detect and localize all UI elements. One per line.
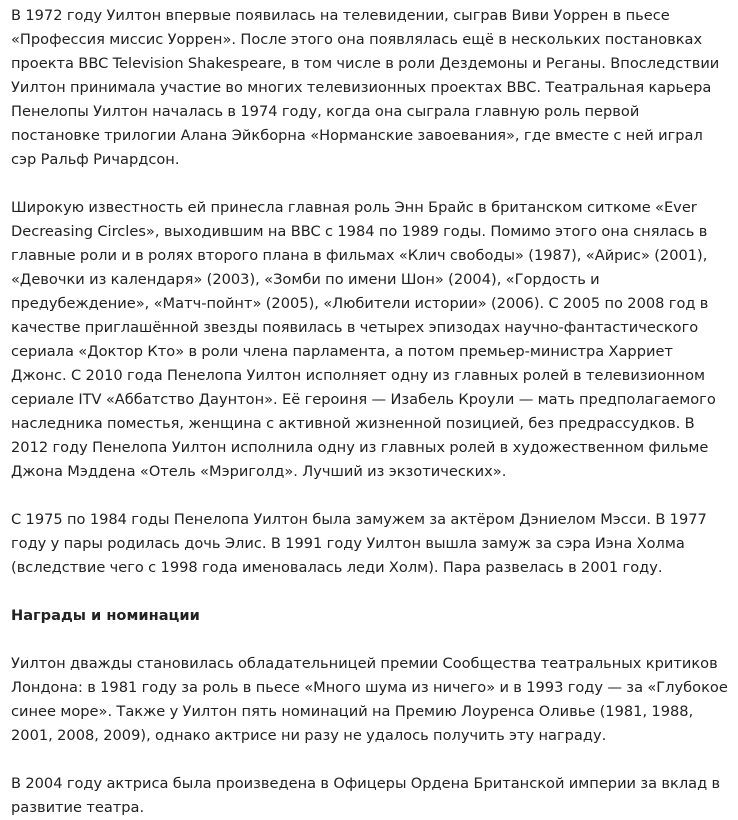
paragraph-television-career: В 1972 году Уилтон впервые появилась на телевидении, сыграв Виви Уоррен в пьесе «Профессия миссис Уоррен». После этого она появлялась ещё в нескольких постановках проекта BBC Television Shakespeare, в том числе в роли Дездемоны и Реганы. Впоследствии Уилтон принимала участие во многих телевизионных проектах BBC. Театральная карьера Пенелопы Уилтон началась в 1974 году, когда она сыграла главную роль первой постановке трилогии Алана Эйкборна «Норманские завоевания», где вместе с ней играл сэр Ральф Ричардсон. xyxy=(11,7,720,168)
paragraph-awards: Уилтон дважды становилась обладательницей премии Сообщества театральных критиков Лондона: в 1981 году за роль в пьесе «Много шума из ничего» и в 1993 году — за «Глубокое синее море». Также у Уилтон пять номинаций на Премию Лоуренса Оливье (1981, 1988, 2001, 2008, 2009), однако актрисе ни разу не удалось получить эту награду. xyxy=(11,655,728,744)
paragraph-film-roles: Широкую известность ей принесла главная роль Энн Брайс в британском ситкоме «Ever Decreasing Circles», выходившим на BBC с 1984 по 1989 годы. Помимо этого она снялась в главные роли и в ролях второго плана в фильмах «Клич свободы» (1987), «Айрис» (2001), «Девочки из календаря» (2003), «Зомби по имени Шон» (2004), «Гордость и предубеждение», «Матч-пойнт» (2005), «Любители истории» (2006). С 2005 по 2008 год в качестве приглашённой звезды появилась в четырех эпизодах научно-фантастического сериала «Доктор Кто» в роли члена парламента, а потом премьер-министра Харриет Джонс. С 2010 года Пенелопа Уилтон исполняет одну из главных ролей в телевизионном сериале ITV «Аббатство Даунтон». Её героиня — Изабель Кроули — мать предполагаемого наследника поместья, женщина с активной жизненной позицией, без предрассудков. В 2012 году Пенелопа Уилтон исполнила одну из главных ролей в художественном фильме Джона Мэддена «Отель «Мэриголд». Лучший из экзотических». xyxy=(11,199,716,480)
paragraph-personal-life: С 1975 по 1984 годы Пенелопа Уилтон была замужем за актёром Дэниелом Мэсси. В 1977 году у пары родилась дочь Элис. В 1991 году Уилтон вышла замуж за сэра Иэна Холма (вследствие чего с 1998 года именовалась леди Холм). Пара развелась в 2001 году. xyxy=(11,511,707,576)
section-heading-awards: Награды и номинации xyxy=(11,607,200,624)
paragraph-order: В 2004 году актриса была произведена в Офицеры Ордена Британской империи за вклад в развитие театра. xyxy=(11,775,721,816)
